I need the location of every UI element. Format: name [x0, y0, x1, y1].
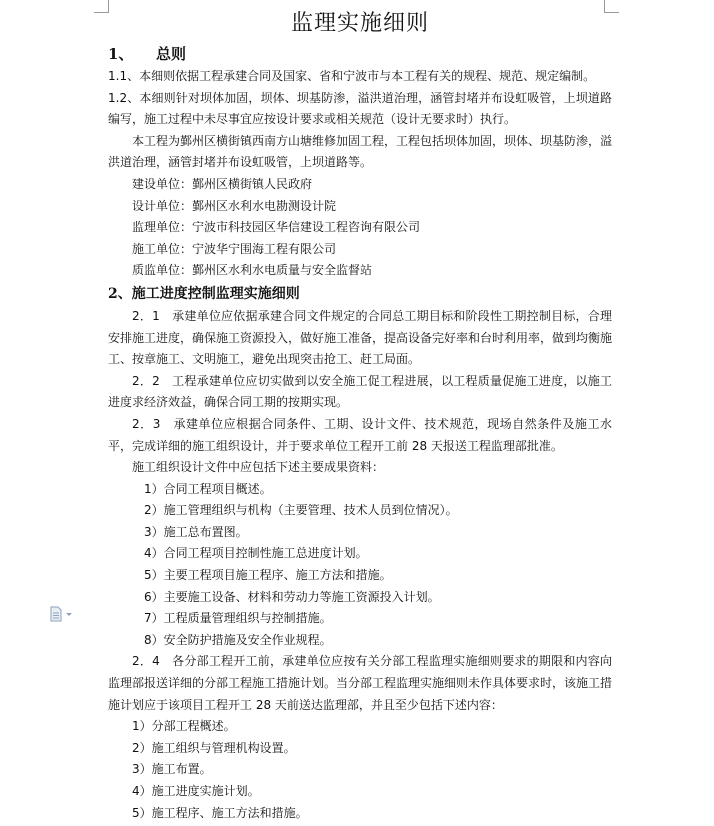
unit-construction: 建设单位：鄞州区横街镇人民政府 — [132, 176, 313, 191]
section-1-title: 总则 — [156, 45, 187, 63]
document-icon[interactable] — [48, 606, 76, 622]
unit-quality: 质监单位：鄞州区水利水电质量与安全监督站 — [132, 263, 373, 278]
paragraph-2-1: 2．1 承建单位应依据承建合同文件规定的合同总工期目标和阶段性工期控制目标，合理安排施工进度，确保施工资源投入，做好施工准备，提高设备完好率和台时利用率，做到均衡施工、按章施工、文明施工，避免出现突击抢工、赶工局面。 — [108, 308, 613, 367]
paragraph-2-4: 2．4 各分部工程开工前，承建单位应按有关分部工程监理实施细则要求的期限和内容向监理部报送详细的分部工程施工措施计划。当分部工程监理实施细则未作具体要求时，该施工措施计划应于该项目工程开工 28 天前送达监理部，并且至少包括下述内容： — [108, 654, 613, 712]
unit-supervision: 监理单位：宁波市科技园区华信建设工程咨询有限公司 — [132, 220, 421, 235]
paragraph-1-1: 1.1、本细则依据工程承建合同及国家、省和宁波市与本工程有关的规程、规范、规定编制。 — [108, 69, 596, 83]
section-1-number: 1、 — [108, 45, 134, 63]
list-item: 5）主要工程项目施工程序、施工方法和措施。 — [144, 568, 392, 583]
paragraph-2-3: 2．3 承建单位应根据合同条件、工期、设计文件、技术规范，现场自然条件及施工水平，完成详细的施工组织设计，并于要求单位工程开工前 28 天报送工程监理部批准。 — [108, 416, 612, 453]
section-2-heading: 2、施工进度控制监理实施细则 — [108, 285, 300, 302]
list-item: 2）施工组织与管理机构设置。 — [132, 740, 296, 755]
paragraph-project-overview: 本工程为鄞州区横街镇西南方山塘维修加固工程，工程包括坝体加固，坝体、坝基防渗，溢洪道治理，涵管封堵并布设虹吸管，上坝道路等。 — [108, 133, 613, 170]
paragraph-1-2: 1.2、本细则针对坝体加固，坝体、坝基防渗，溢洪道治理，涵管封堵并布设虹吸管，上坝道路编写，施工过程中未尽事宜应按设计要求或相关规范（设计无要求时）执行。 — [108, 90, 612, 127]
unit-contractor: 施工单位：宁波华宁围海工程有限公司 — [132, 241, 337, 256]
paragraph-2-3-intro: 施工组织设计文件中应包括下述主要成果资料： — [132, 460, 385, 475]
list-item: 2）施工管理组织与机构（主要管理、技术人员到位情况）。 — [144, 503, 458, 518]
list-item: 7）工程质量管理组织与控制措施。 — [144, 611, 332, 626]
list-item: 6）主要施工设备、材料和劳动力等施工资源投入计划。 — [144, 589, 440, 604]
list-item: 8）安全防护措施及安全作业规程。 — [144, 632, 332, 647]
list-item: 4）合同工程项目控制性施工总进度计划。 — [144, 546, 368, 561]
paragraph-2-2: 2．2 工程承建单位应切实做到以安全施工促工程进展，以工程质量促施工进度，以施工进度求经济效益，确保合同工期的按期实现。 — [108, 373, 612, 410]
document-title: 监理实施细则 — [290, 11, 429, 36]
page-corner-mark-left — [94, 0, 109, 13]
list-item: 4）施工进度实施计划。 — [132, 784, 260, 798]
list-item: 1）合同工程项目概述。 — [144, 481, 272, 496]
section-1-heading — [108, 42, 612, 66]
list-item: 3）施工总布置图。 — [144, 524, 248, 539]
list-item: 1）分部工程概述。 — [132, 719, 236, 734]
list-item: 3）施工布置。 — [132, 762, 212, 777]
document-body — [108, 6, 612, 824]
list-item: 5）施工程序、施工方法和措施。 — [132, 805, 308, 820]
unit-design: 设计单位：鄞州区水利水电勘测设计院 — [132, 198, 337, 213]
